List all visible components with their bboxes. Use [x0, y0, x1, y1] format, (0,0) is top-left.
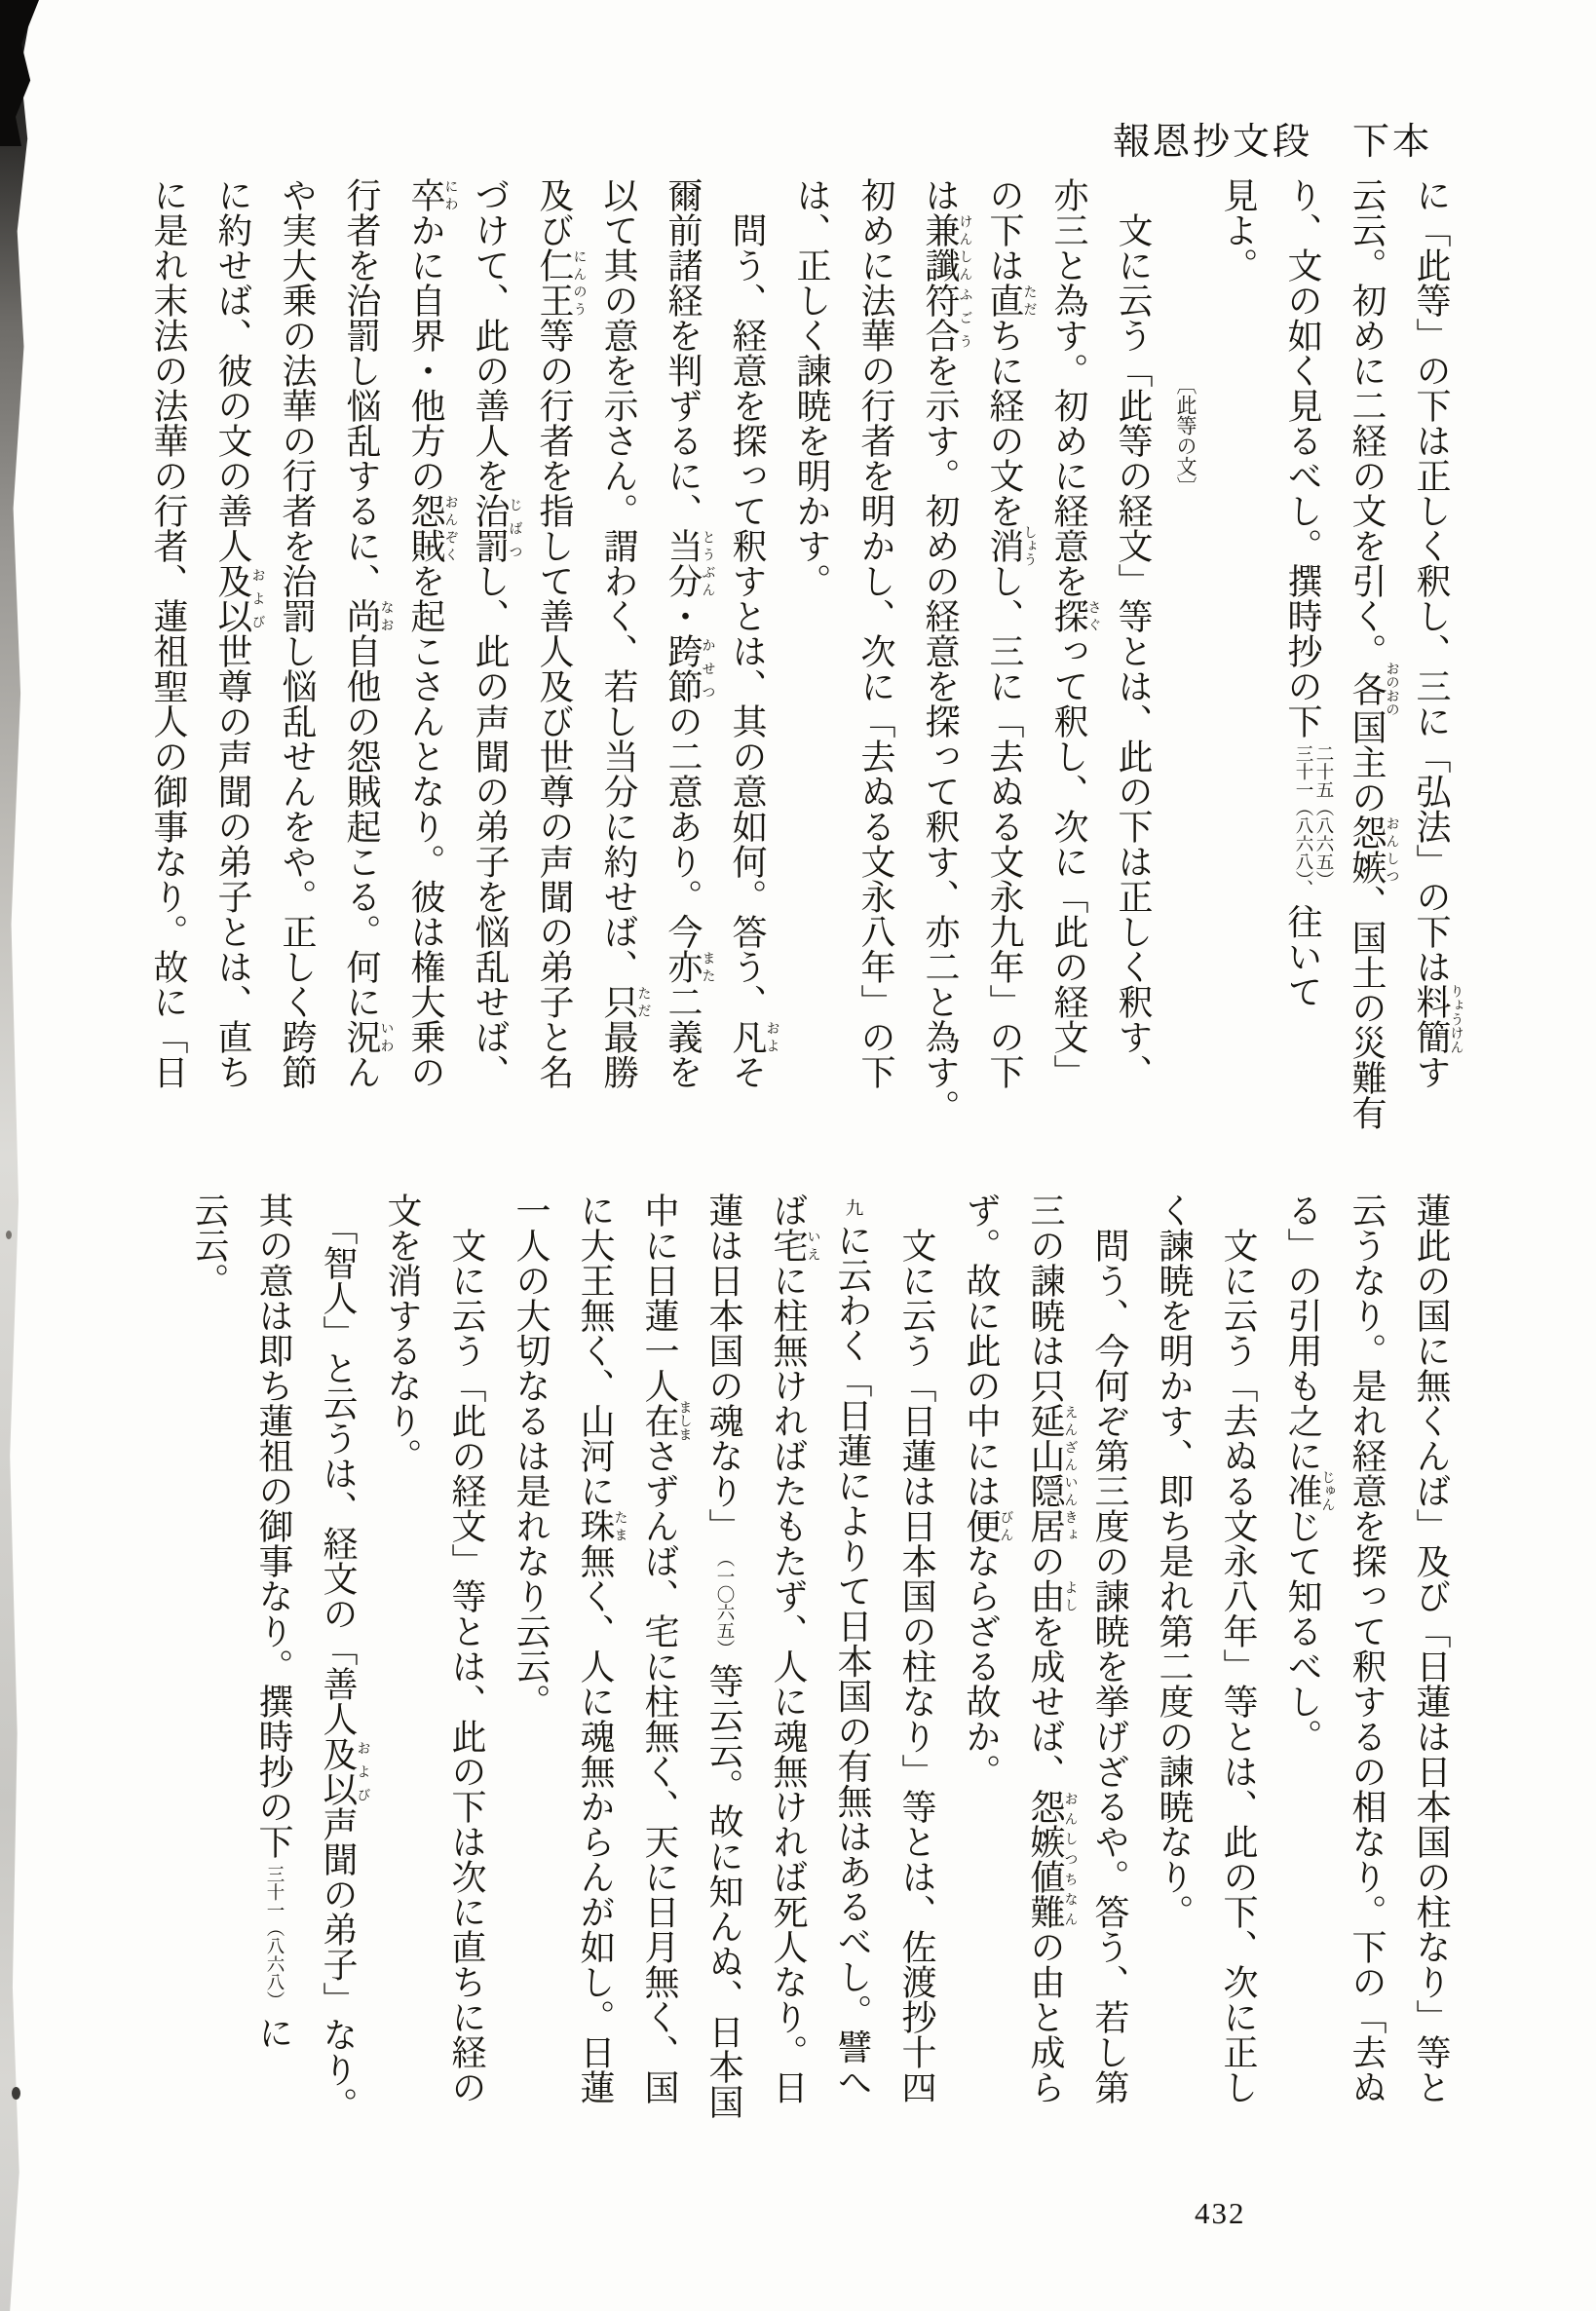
text-column: に「此等」の下は正しく釈し、三に「弘法」の下は料簡りょうけんす	[1412, 177, 1463, 1089]
text-column: や実大乗の法華の行者を治罰し悩乱せんをや。正しく跨節	[278, 177, 317, 1089]
text-column: 九 に云わく「日蓮によりて日本国の有無はあるべし。譬へ	[833, 1198, 872, 2100]
text-column: 蓮は日本国の魂なり」 （一〇六五） 等云云。故に知んぬ、日本国	[704, 1193, 743, 2119]
furigana-term: 当分とうぶん	[664, 528, 715, 598]
furigana-term: 便びん	[962, 1508, 1013, 1543]
text-column: ず。故に此の中には便びんならざる故か。	[962, 1193, 1013, 1789]
furigana-term: 在ましま	[640, 1400, 692, 1441]
furigana-term: 怨嫉値難おんしつちなん	[1026, 1789, 1078, 1929]
binding-shadow	[0, 0, 33, 2311]
top-text-block	[136, 177, 1463, 1142]
text-column: 蓮此の国に無くんば」及び「日蓮は日本国の柱なり」等と	[1412, 1193, 1451, 2104]
text-column: 文を消するなり。	[383, 1193, 422, 1473]
inline-citation: 三十一（八六八）	[264, 1865, 284, 2009]
furigana-term: 怨嫉おんしつ	[1348, 815, 1399, 885]
text-column: は兼讖けんしん符合ふごうを示す。初めの経意を探って釈す、亦二と為す。	[921, 177, 972, 1124]
furigana-term: 符合ふごう	[921, 283, 972, 353]
inline-citation: 九	[843, 1198, 862, 1217]
furigana-term: 宅いえ	[769, 1228, 820, 1263]
furigana-term: 及以および	[319, 1736, 370, 1806]
text-column: ば宅いえに柱無ければたもたず、人に魂無ければ死人なり。日	[769, 1193, 820, 2104]
text-column: 爾前諸経を判ずるに、当分とうぶん・跨節かせつの二意あり。今亦また二義を	[664, 177, 715, 1089]
running-head-title: 報恩抄文段 下本	[1112, 122, 1432, 163]
text-column: る」の引用も之に准じゅんじて知るべし。	[1283, 1193, 1335, 1754]
text-column: 初めに法華の行者を明かし、次に「去ぬる文永八年」の下	[856, 177, 895, 1089]
text-column: に是れ末法の法華の行者、蓮祖聖人の御事なり。故に「日	[149, 177, 188, 1089]
scan-speck	[6, 1231, 12, 1239]
text-column: は、正しく諫暁を明かす。	[792, 177, 831, 598]
text-column: の下は直ただちに経の文を消しょうし、三に「去ぬる文永九年」の下	[985, 177, 1037, 1089]
furigana-term: 及以および	[213, 563, 265, 633]
text-column: 亦三と為す。初めに経意を探さぐって釈し、次に「此の経文」	[1049, 177, 1101, 1089]
text-column: 行者を治罰し悩乱するに、尚なお自他の怨賊起こる。何に況いわん	[342, 177, 394, 1089]
text-column: 云云。	[190, 1193, 229, 1298]
furigana-term: 尚なお	[342, 598, 394, 633]
text-column: 見よ。	[1219, 177, 1258, 283]
text-column: 文に云う「此の経文」等とは、此の下は次に直ちに経の	[447, 1193, 486, 2104]
furigana-term: 亦また	[664, 949, 715, 984]
furigana-term: 由よし	[1026, 1578, 1078, 1613]
furigana-term: 怨賊おんぞく	[406, 493, 458, 563]
furigana-term: 准じゅん	[1283, 1470, 1335, 1511]
text-column: り、文の如く見るべし。撰時抄の下 二十五（八六五） 三十一（八六八）、 往いて	[1283, 177, 1333, 1009]
text-column: 卒にわかに自界・他方の怨賊おんぞくを起こさんとなり。彼は権大乗の	[406, 177, 458, 1089]
furigana-term: 珠たま	[576, 1508, 627, 1543]
bottom-text-block	[177, 1193, 1463, 2208]
text-column: 中に日蓮一人在ましまさずんば、宅に柱無く、天に日月無く、国	[640, 1193, 692, 2104]
furigana-term: 直ただ	[985, 283, 1037, 318]
inline-citation: （一〇六五）	[714, 1549, 734, 1657]
text-column: 文に云う「此等の経文」等とは、此の下は正しく釈す、	[1114, 177, 1153, 1089]
text-column: 及び仁王にんのう等の行者を指して善人及び世尊の声聞の弟子と名	[535, 177, 587, 1089]
section-label: 〔此等の文〕	[1174, 374, 1197, 497]
text-column: 一人の大切なるは是れなり云云。	[512, 1193, 551, 1719]
furigana-term: 料簡りょうけん	[1412, 984, 1463, 1054]
page-number: 432	[1195, 2196, 1246, 2230]
furigana-term: 消しょう	[985, 525, 1037, 566]
furigana-term: 延山隠居えんざんいんきょ	[1026, 1403, 1078, 1543]
text-column: 云うなり。是れ経意を探って釈するの相なり。下の「去ぬ	[1348, 1193, 1387, 2104]
text-column: 以て其の意を示さん。謂わく、若し当分に約せば、只ただ最勝	[599, 177, 651, 1089]
furigana-term: 卒にわ	[406, 177, 458, 212]
furigana-term: 兼讖けんしん	[921, 212, 972, 283]
text-column: 文に云う「去ぬる文永八年」等とは、此の下、次に正し	[1219, 1193, 1258, 2104]
furigana-term: 跨節かせつ	[664, 633, 715, 703]
furigana-term: 各おのおの	[1348, 662, 1399, 716]
text-column: 文に云う「日蓮は日本国の柱なり」等とは、佐渡抄十四	[897, 1193, 936, 2104]
text-column: 三の諫暁は只延山隠居えんざんいんきょの由よしを成せば、怨嫉値難おんしつちなんの由と成ら	[1026, 1193, 1078, 2104]
scan-speck	[12, 2087, 20, 2100]
text-column: 云云。初めに二経の文を引く。各おのおの国主の怨嫉おんしつ、国土の災難有	[1348, 177, 1399, 1130]
furigana-term: 況いわ	[342, 1019, 394, 1054]
text-column: 其の意は即ち蓮祖の御事なり。撰時抄の下 三十一（八六八） に	[254, 1193, 293, 2050]
furigana-term: 治罰じばつ	[471, 493, 522, 563]
furigana-term: 探さぐ	[1049, 598, 1101, 633]
text-column: に大王無く、山河に珠たま無く、人に魂無からんが如し。日蓮	[576, 1193, 627, 2104]
furigana-term: 凡およ	[728, 1019, 779, 1054]
text-column: く諫暁を明かす、即ち是れ第二度の諫暁なり。	[1155, 1193, 1194, 1929]
furigana-term: 仁王にんのう	[535, 247, 587, 318]
text-column: づけて、此の善人を治罰じばつし、此の声聞の弟子を悩乱せば、	[471, 177, 522, 1089]
text-column: 問う、経意を探って釈すとは、其の意如何。答う、凡およそ	[728, 177, 779, 1089]
text-column: 「智人」と云うは、経文の「善人及以および声聞の弟子」なり。	[319, 1193, 370, 2122]
furigana-term: 只ただ	[599, 984, 651, 1019]
text-column: 問う、今何ぞ第三度の諫暁を挙げざるや。答う、若し第	[1090, 1193, 1129, 2104]
inline-citation: 二十五（八六五） 三十一（八六八）、	[1293, 744, 1333, 898]
text-column: に約せば、彼の文の善人及以および世尊の声聞の弟子とは、直ち	[213, 177, 265, 1089]
